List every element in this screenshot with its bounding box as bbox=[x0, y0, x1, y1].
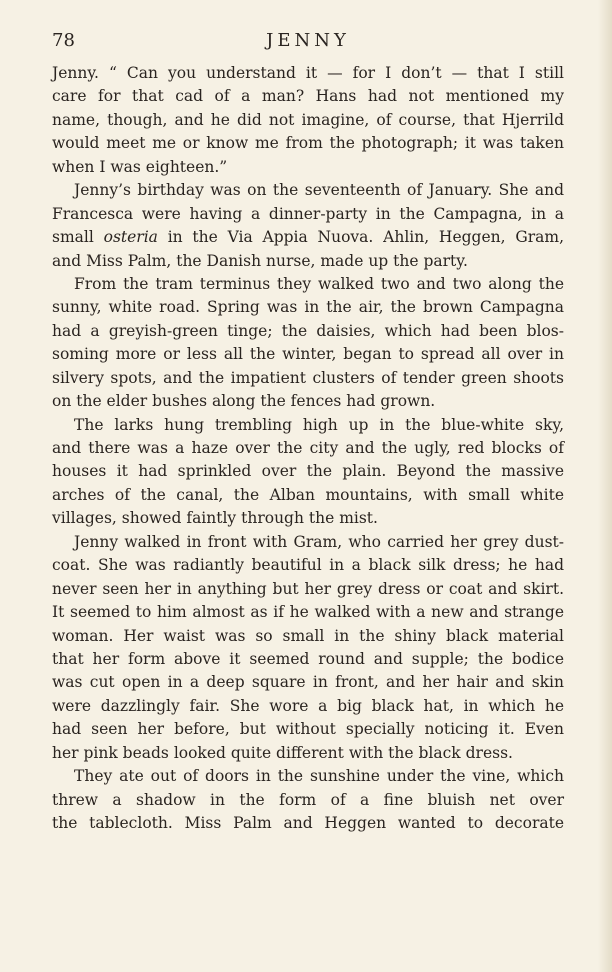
text-segment: in the Via Appia Nuova. Ahlin, Heggen, Gram, bbox=[157, 228, 564, 247]
text-line bbox=[52, 226, 564, 249]
body-text bbox=[52, 62, 564, 835]
text-line: villages, showed faintly through the mist. bbox=[52, 509, 378, 528]
text-line: soming more or less all the winter, began to spread all over in bbox=[52, 345, 564, 364]
text-line: care for that cad of a man? Hans had not mentioned my bbox=[52, 87, 564, 106]
text-line: was cut open in a deep square in front, and her hair and skin bbox=[52, 673, 564, 692]
page-edge-shadow bbox=[598, 0, 612, 972]
text-line: the tablecloth. Miss Palm and Heggen wanted to decorate bbox=[52, 814, 564, 832]
page-header bbox=[52, 30, 564, 56]
text-line: that her form above it seemed round and supple; the bodice bbox=[52, 649, 564, 668]
text-line: woman. Her waist was so small in the shiny black material bbox=[52, 626, 564, 645]
text-line: Jenny. “ Can you understand it — for I don’t — that I still bbox=[52, 64, 564, 82]
text-line: sunny, white road. Spring was in the air, the brown Campagna bbox=[52, 298, 564, 317]
text-line: From the tram terminus they walked two and two along the bbox=[74, 274, 564, 293]
italic-phrase: osteria bbox=[103, 228, 158, 247]
text-line: silvery spots, and the impatient clusters of tender green shoots bbox=[52, 368, 564, 387]
text-line: on the elder bushes along the fences had grown. bbox=[52, 392, 436, 411]
text-line: They ate out of doors in the sunshine under the vine, which bbox=[74, 767, 564, 786]
text-line: would meet me or know me from the photograph; it was taken bbox=[52, 134, 564, 153]
text-line: and Miss Palm, the Danish nurse, made up the party. bbox=[52, 251, 468, 270]
text-line: Jenny walked in front with Gram, who carried her grey dust- bbox=[74, 532, 564, 551]
text-line: coat. She was radiantly beautiful in a black silk dress; he had bbox=[52, 556, 564, 575]
text-line: threw a shadow in the form of a fine bluish net over bbox=[52, 790, 564, 809]
text-line: It seemed to him almost as if he walked with a new and strange bbox=[52, 603, 564, 622]
text-line: were dazzlingly fair. She wore a big black hat, in which he bbox=[52, 696, 564, 715]
text-line: never seen her in anything but her grey dress or coat and skirt. bbox=[52, 579, 564, 598]
text-line: and there was a haze over the city and the ugly, red blocks of bbox=[52, 439, 564, 457]
page-number: 78 bbox=[52, 30, 75, 51]
running-title: JENNY bbox=[266, 30, 350, 51]
text-line: The larks hung trembling high up in the blue-white sky, bbox=[74, 415, 564, 434]
text-line: had seen her before, but without specially noticing it. Even bbox=[52, 720, 564, 739]
text-line: Jenny’s birthday was on the seventeenth of January. She and bbox=[74, 181, 564, 200]
text-segment: small bbox=[52, 228, 104, 247]
text-line: arches of the canal, the Alban mountains, with small white bbox=[52, 485, 564, 504]
text-line: name, though, and he did not imagine, of course, that Hjerrild bbox=[52, 110, 564, 129]
text-line: Francesca were having a dinner-party in the Campagna, in a bbox=[52, 204, 564, 223]
text-line: when I was eighteen.” bbox=[52, 157, 228, 176]
text-line: had a greyish-green tinge; the daisies, which had been blos- bbox=[52, 321, 564, 340]
text-line: houses it had sprinkled over the plain. Beyond the massive bbox=[52, 462, 564, 481]
text-line: her pink beads looked quite different with the black dress. bbox=[52, 743, 513, 762]
